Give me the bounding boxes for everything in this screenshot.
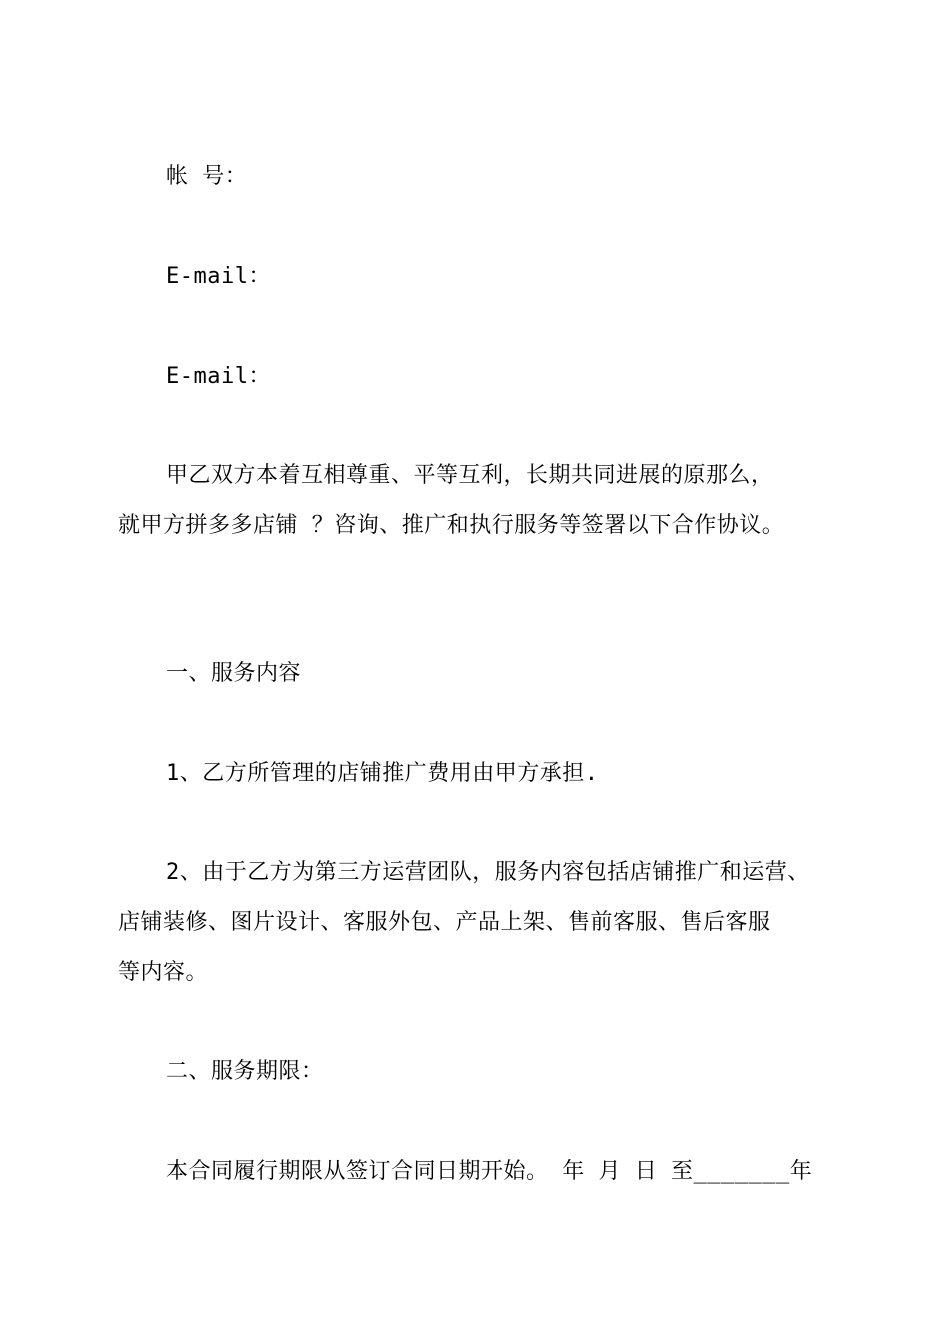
section-1-item-2-line-1: 2、由于乙方为第三方运营团队，服务内容包括店铺推广和运营、 [166, 860, 810, 885]
section-1-item-2-line-3: 等内容。 [118, 960, 209, 985]
section-2-heading: 二、服务期限： [166, 1059, 324, 1084]
section-1-item-2-line-2: 店铺装修、图片设计、客服外包、产品上架、售前客服、售后客服 [118, 910, 771, 935]
intro-line-1: 甲乙双方本着互相尊重、平等互利，长期共同进展的原那么， [166, 463, 774, 488]
intro-line-2: 就甲方拼多多店铺 ？咨询、推广和执行服务等签署以下合作协议。 [118, 513, 785, 538]
service-term-line: 本合同履行期限从签订合同日期开始。 年 月 日 至_______年 [166, 1159, 813, 1184]
section-1-heading: 一、服务内容 [166, 661, 302, 686]
account-label: 帐 号： [166, 164, 248, 189]
section-1-item-1: 1、乙方所管理的店铺推广费用由甲方承担. [166, 761, 599, 786]
email-label-party-a: E-mail： [166, 264, 271, 289]
email-label-party-b: E-mail： [166, 364, 271, 389]
